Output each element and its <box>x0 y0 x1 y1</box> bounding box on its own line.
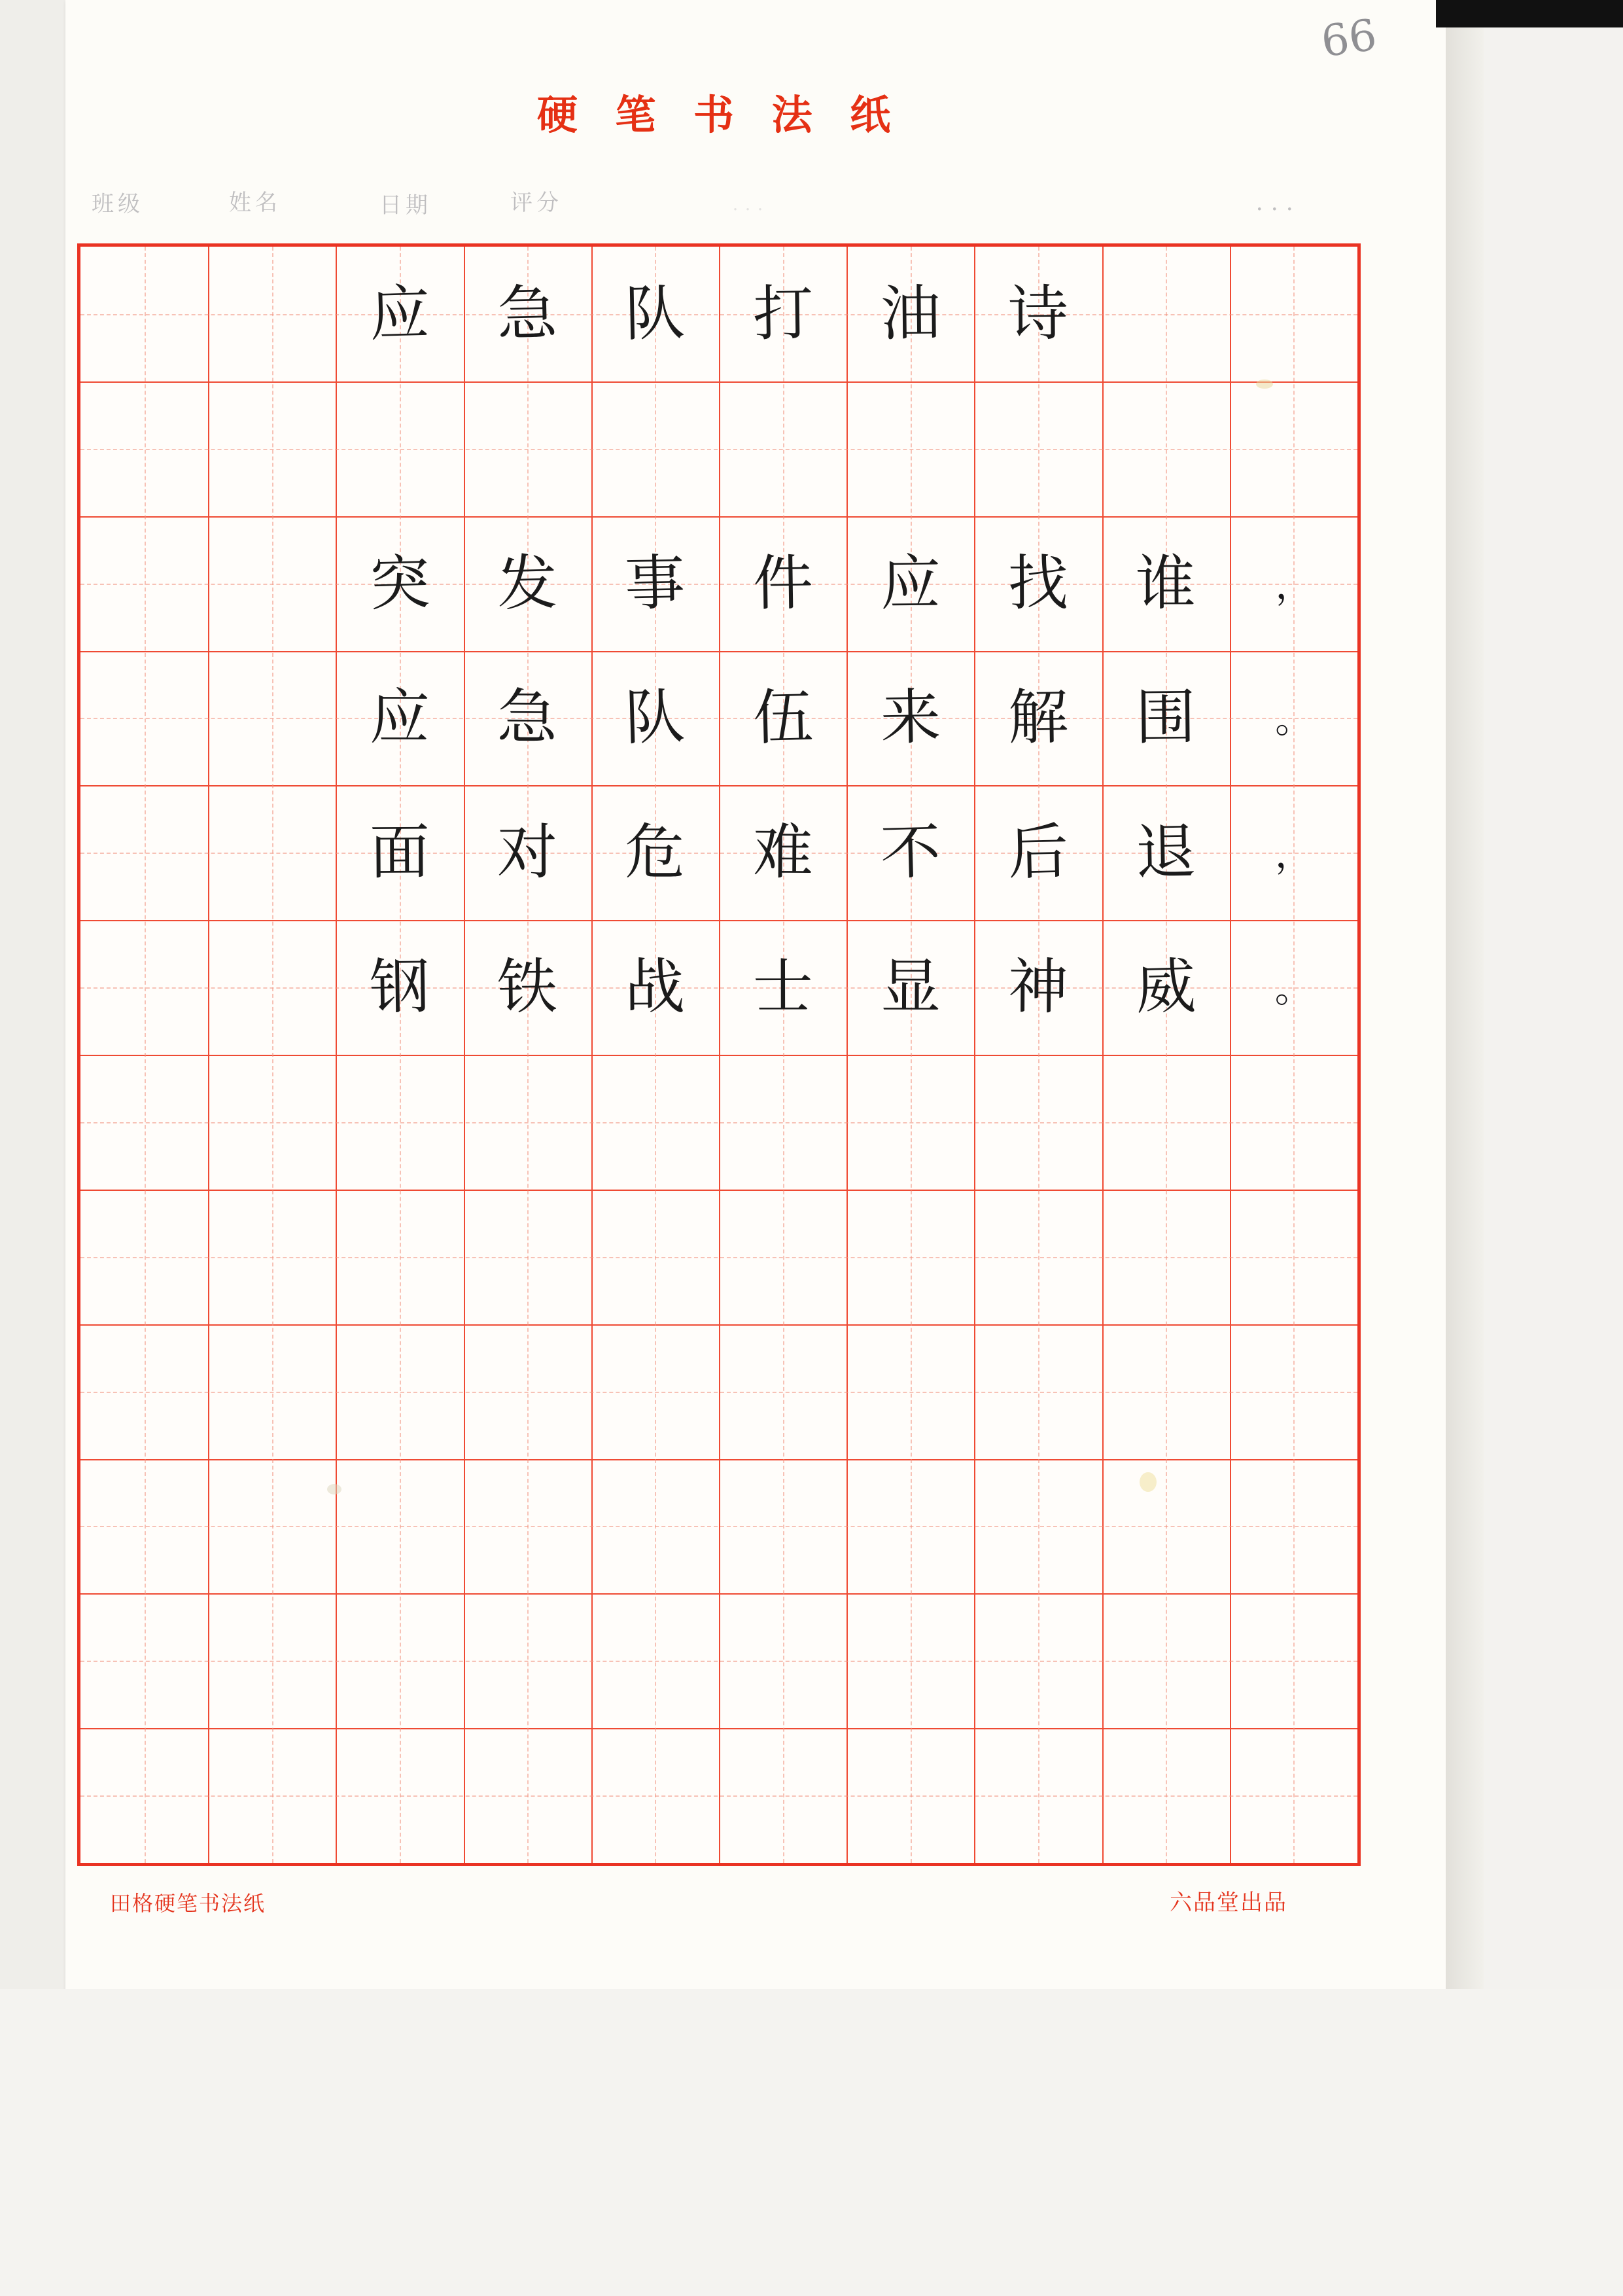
header-fields-handwritten <box>92 185 1374 219</box>
handwritten-character: 找 <box>1007 548 1069 618</box>
header-trailing-mark: ．．． <box>1256 190 1312 216</box>
handwritten-character: 油 <box>880 278 941 349</box>
handwritten-character: 威 <box>1134 951 1197 1023</box>
grid-dashed-hline <box>80 314 1357 315</box>
handwritten-punctuation: ， <box>1274 561 1314 608</box>
grid-dashed-vline <box>655 247 656 1863</box>
header-date-label: 日期 <box>379 192 432 219</box>
scanner-top-dark-strip <box>1436 0 1623 27</box>
handwritten-character: 队 <box>624 278 686 349</box>
grid-dashed-vline <box>527 247 529 1863</box>
grid-dashed-vline <box>272 247 273 1863</box>
handwritten-character: 应 <box>880 548 941 619</box>
scan-speck <box>1140 1472 1157 1492</box>
handwritten-character: 发 <box>496 547 559 619</box>
handwritten-character: 件 <box>752 547 814 619</box>
grid-dashed-vline <box>911 247 912 1863</box>
grid-lines <box>80 247 1357 1863</box>
grid-dashed-hline <box>80 1795 1357 1797</box>
paper-right-edge-shadow <box>1446 0 1485 2002</box>
handwritten-character: 伍 <box>752 682 814 754</box>
handwritten-character: 危 <box>625 817 686 888</box>
handwritten-character: 谁 <box>1136 548 1196 618</box>
handwritten-punctuation: 。 <box>1274 966 1314 1012</box>
handwritten-character: 急 <box>496 277 559 349</box>
handwritten-character: 来 <box>879 682 941 754</box>
handwritten-character: 士 <box>752 951 813 1023</box>
handwritten-character: 神 <box>1007 951 1069 1023</box>
grid-dashed-hline <box>80 1257 1357 1258</box>
handwritten-character: 退 <box>1135 817 1197 889</box>
grid-dashed-vline <box>1293 247 1295 1863</box>
handwritten-character: 对 <box>497 817 558 888</box>
handwritten-character: 打 <box>752 278 814 349</box>
grid-dashed-hline <box>80 1526 1357 1527</box>
handwritten-character: 急 <box>497 682 558 753</box>
scanner-right-margin <box>1484 0 1623 2296</box>
page-number-scribble: 66 <box>1318 9 1380 67</box>
handwritten-character: 诗 <box>1007 278 1069 349</box>
handwritten-character: 不 <box>879 816 942 889</box>
grid-dashed-hline <box>80 1392 1357 1393</box>
handwritten-character: 后 <box>1007 817 1070 889</box>
handwritten-punctuation: ， <box>1274 831 1314 877</box>
scan-speck <box>1256 380 1273 389</box>
handwritten-character: 铁 <box>497 951 558 1023</box>
grid-dashed-vline <box>1038 247 1039 1863</box>
handwritten-character: 战 <box>625 951 686 1023</box>
handwritten-character: 应 <box>368 277 431 350</box>
handwritten-character: 应 <box>369 682 430 753</box>
grid-dashed-vline <box>1166 247 1167 1863</box>
page-title: 硬 笔 书 法 纸 <box>536 91 903 139</box>
handwritten-character: 队 <box>623 682 686 754</box>
grid-dashed-vline <box>145 247 146 1863</box>
handwritten-character: 解 <box>1007 682 1069 754</box>
handwritten-character: 难 <box>752 817 813 888</box>
handwritten-character: 突 <box>368 547 431 619</box>
writing-grid <box>77 243 1361 1866</box>
header-extra-label: 评分 <box>510 190 563 216</box>
grid-dashed-hline <box>80 1661 1357 1662</box>
scanner-bottom-margin <box>0 1989 1623 2296</box>
handwritten-character: 事 <box>624 547 686 619</box>
grid-dashed-hline <box>80 449 1357 450</box>
handwritten-character: 显 <box>880 951 941 1023</box>
handwritten-punctuation: 。 <box>1274 696 1314 743</box>
grid-dashed-vline <box>400 247 401 1863</box>
header-name-label: 姓名 <box>229 190 281 216</box>
scan-speck <box>327 1484 341 1494</box>
grid-dashed-vline <box>783 247 784 1863</box>
handwritten-character: 钢 <box>369 951 430 1023</box>
footer-left-label: 田格硬笔书法纸 <box>110 1891 266 1916</box>
handwritten-character: 围 <box>1135 682 1196 753</box>
footer-right-label: 六品堂出品 <box>1170 1890 1287 1916</box>
header-class-label: 班级 <box>92 191 144 217</box>
grid-dashed-hline <box>80 1122 1357 1123</box>
header-faint-mark: ．．． <box>733 195 779 215</box>
handwritten-character: 面 <box>369 817 430 888</box>
